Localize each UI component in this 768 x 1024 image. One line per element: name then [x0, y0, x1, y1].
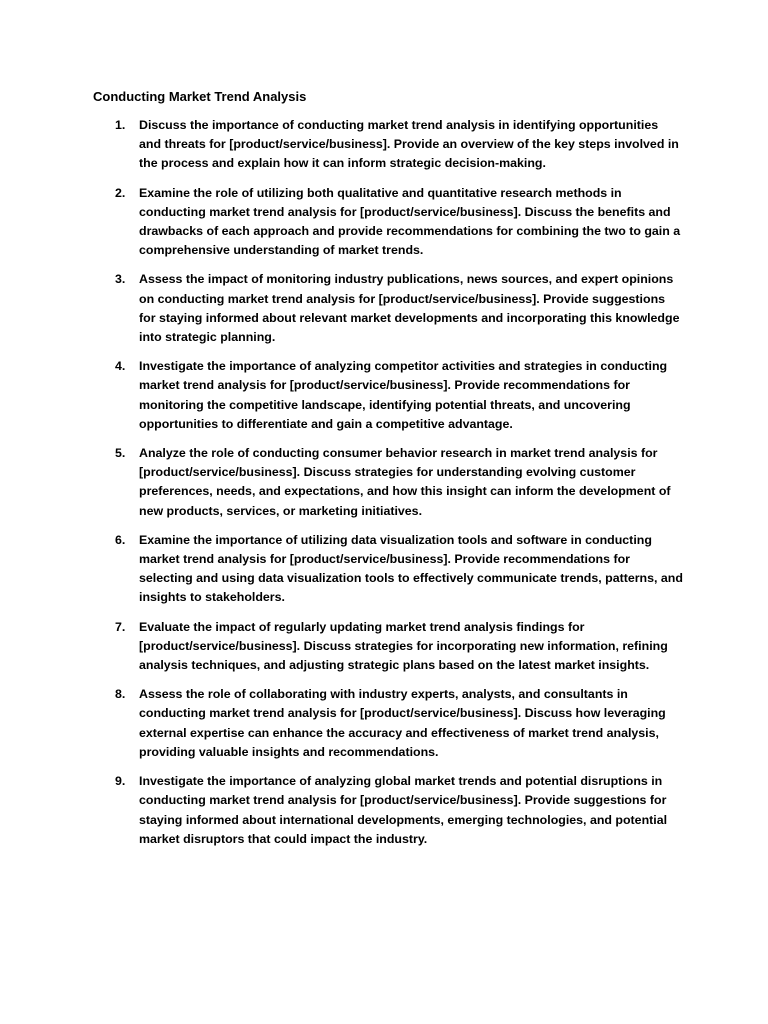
- list-item: [93, 116, 683, 174]
- list-item-text: Examine the role of utilizing both qualitative and quantitative research methods in conducting market trend analysis for [product/service/business]. Discuss the benefits and drawbacks of each approach and provide recommendations for combining the two to gain a comprehensive understanding of market trends.: [139, 185, 681, 258]
- list-item-number: 1.: [115, 118, 126, 132]
- list-item-text: Assess the impact of monitoring industry publications, news sources, and expert opinions on conducting market trend analysis for [product/service/business]. Provide suggestions for staying informed about relevant market developments and incorporating this knowledge into strategic planning.: [139, 272, 680, 345]
- list-item-text: Analyze the role of conducting consumer behavior research in market trend analysis for [product/service/business]. Discuss strategies for understanding evolving customer preferences, needs, and expectations, and how this insight can inform the development of new products, services, or marketing initiatives.: [139, 446, 671, 518]
- list-item-number: 7.: [115, 619, 126, 634]
- list-item-number: 5.: [115, 446, 126, 461]
- list-item: [93, 270, 683, 347]
- list-item-number: 4.: [115, 359, 126, 374]
- list-item: [93, 772, 683, 849]
- list-item-number: 3.: [115, 272, 126, 287]
- list-item-text: Investigate the importance of analyzing global market trends and potential disruptions in conducting market trend analysis for [product/service/business]. Provide suggestions for staying informed about international developments, emerging technologies, and potential market disruptors that could impact the industry.: [139, 774, 668, 846]
- list-item: [93, 444, 683, 521]
- list-item-number: 9.: [115, 774, 126, 789]
- question-list: [93, 116, 683, 859]
- list-item-text: Evaluate the impact of regularly updating market trend analysis findings for [product/service/business]. Discuss strategies for incorporating new information, refining analysis techniques, and adjusting strategic plans based on the latest market insights.: [139, 619, 668, 673]
- list-item: [93, 618, 683, 676]
- list-item: [93, 685, 683, 762]
- list-item: [93, 531, 683, 608]
- list-item-text: Discuss the importance of conducting market trend analysis in identifying opportunities and threats for [product/service/business]. Provide an overview of the key steps involved in the process and explain how it can inform strategic decision-making.: [139, 118, 679, 171]
- list-item: [93, 184, 683, 261]
- list-item-number: 8.: [115, 687, 126, 702]
- list-item-number: 6.: [115, 532, 126, 547]
- list-item-text: Investigate the importance of analyzing competitor activities and strategies in conducting market trend analysis for [product/service/business]. Provide recommendations for monitoring the competitive landscape, identifying potential threats, and uncovering opportunities to differentiate and gain a competitive advantage.: [139, 359, 668, 431]
- list-item-number: 2.: [115, 185, 126, 200]
- list-item-text: Assess the role of collaborating with industry experts, analysts, and consultants in conducting market trend analysis for [product/service/business]. Discuss how leveraging external expertise can enhance the accuracy and effectiveness of market trend analysis, providing valuable insights and recommendations.: [139, 687, 666, 759]
- list-item: [93, 357, 683, 434]
- list-item-text: Examine the importance of utilizing data visualization tools and software in conducting market trend analysis for [product/service/business]. Provide recommendations for selecting and using data visualization tools to effectively communicate trends, patterns, and insights to stakeholders.: [139, 532, 683, 605]
- document-title: Conducting Market Trend Analysis: [93, 89, 307, 104]
